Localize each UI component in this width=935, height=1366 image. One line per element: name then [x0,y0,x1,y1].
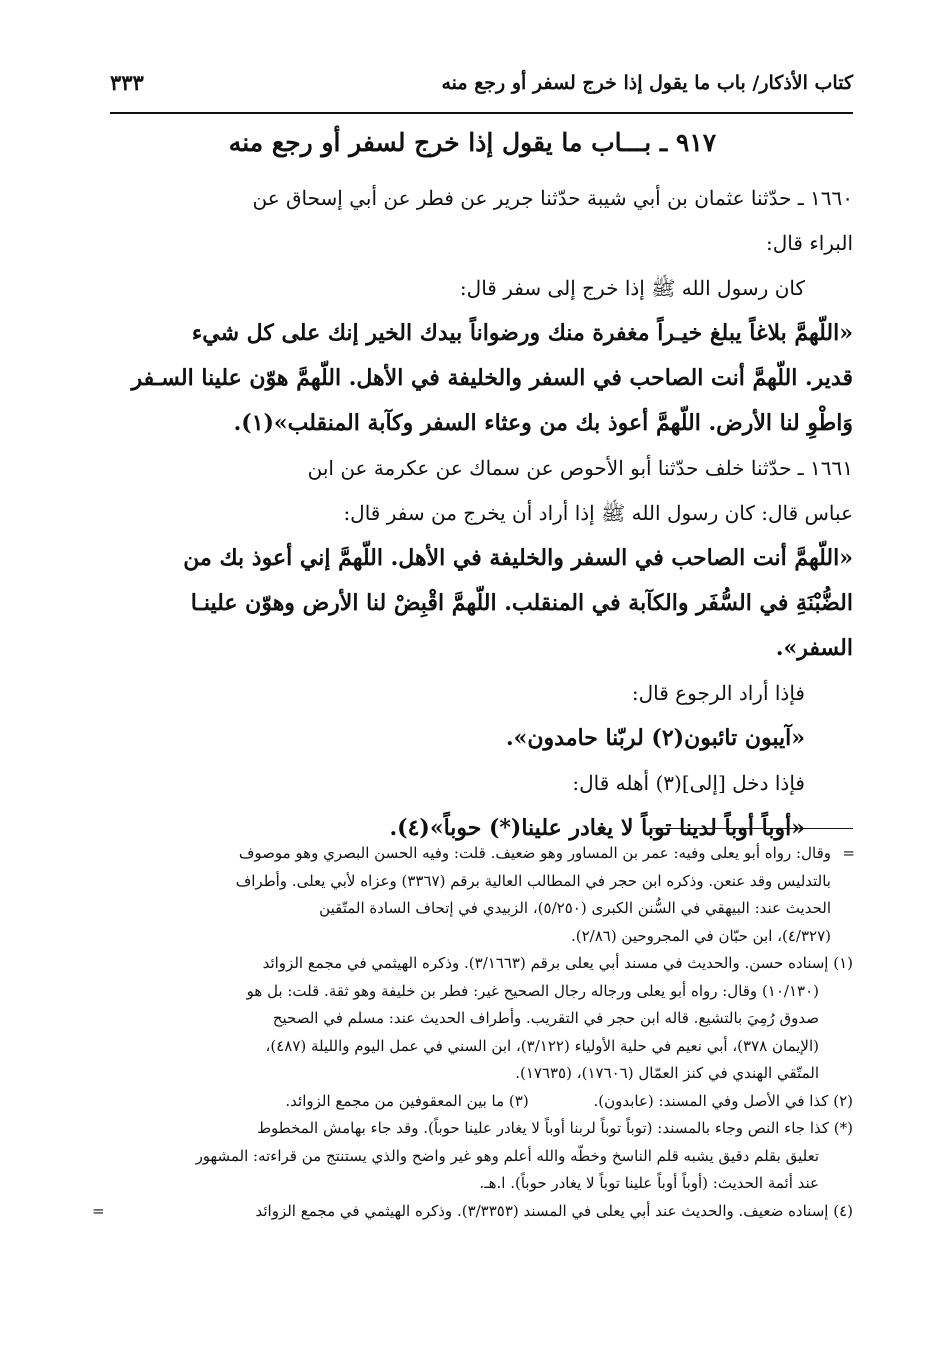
footnote-star-line-3: عند أئمة الحديث: (أوباً أوباً علينا توباً لا يغادر حوباً). ا.هـ. [479,1174,819,1192]
continuation-mark: = [842,844,855,862]
return-dua: «آيبون تائبون(٢) لربّنا حامدون». [505,725,805,751]
hadith-1661-isnad: ١٦٦١ ـ حدّثنا خلف حدّثنا أبو الأحوص عن سماك عن عكرمة عن ابن [307,456,853,480]
continuation-mark-end: = [92,1201,105,1220]
footnote-4-line-1 [92,1198,853,1226]
footnotes [92,840,855,1225]
hadith-1661-dua-line-3: السفر». [775,635,853,661]
running-header [110,66,853,114]
hadith-1660-dua-line-3: وَاطْوِ لنا الأرض. اللّهمَّ أعوذ بك من وعثاء السفر وكآبة المنقلب»(١). [233,410,853,436]
footnote-star-line-1: (*) كذا جاء النص وجاء بالمسند: (توباً توباً لربنا أوباً لا يغادر علينا حوباً). وقد جاء بهامش المخطوط [257,1119,853,1137]
footnote-continued-line-4: (٤/٣٢٧)، ابن حبّان في المجروحين (٢/٨٦). [570,926,831,945]
hadith-1660-isnad: ١٦٦٠ ـ حدّثنا عثمان بن أبي شيبة حدّثنا جرير عن فطر عن أبي إسحاق عن [252,186,853,210]
page-number: ٣٣٣ [110,70,144,95]
footnote-text: وقال: رواه أبو يعلى وفيه: عمر بن المساور وهو ضعيف. قلت: وفيه الحسن البصري وهو موصوف [238,844,831,862]
hadith-1660-dua-line-1: «اللّهمَّ بلاغاً يبلغ خيـراً مغفرة منك ورضواناً بيدك الخير إنك على كل شيء [191,320,853,346]
footnote-star-line-2: تعليق بقلم دقيق يشبه قلم الناسخ وخطّه والله أعلم وهو غير واضح والذي يستنتج من قراءته: المشهور [195,1146,819,1165]
hadith-1661-intro: عباس قال: كان رسول الله ﷺ إذا أراد أن يخرج من سفر قال: [343,501,853,525]
hadith-1661-dua-line-1: «اللّهمَّ أنت الصاحب في السفر والخليفة في الأهل. اللّهمَّ إني أعوذ بك من [183,545,853,571]
footnote-continued-line-1 [100,840,853,868]
footnote-1-line-4: (الإيمان ٣٧٨)، أبي نعيم في حلية الأولياء (٣/١٢٢)، ابن السني في عمل اليوم والليلة (٤٨٧)، [265,1036,819,1055]
footnote-4-text: (٤) إسناده ضعيف. والحديث عند أبي يعلى في المسند (٣/٣٣٥٣). وذكره الهيثمي في مجمع الزوائد [255,1201,853,1220]
footnote-1-line-1: (١) إسناده حسن. والحديث في مسند أبي يعلى برقم (٣/١٦٦٣). وذكره الهيثمي في مجمع الزوائد [262,954,853,972]
footnote-1-line-2: (١٠/١٣٠) وقال: رواه أبو يعلى ورجاله رجال الصحيح غير: فطر بن خليفة وهو ثقة. قلت: بل هو [246,981,819,1000]
main-text [108,176,853,851]
entering-intro: فإذا دخل [إلى](٣) أهله قال: [572,771,805,795]
entering-dua: «أوباً أوباً لدينا توباً لا يغادر علينا(*) حوباً»(٤). [389,815,805,841]
footnote-separator [653,828,853,829]
hadith-1660-dua-line-2: قدير. اللّهمَّ أنت الصاحب في السفر والخليفة في الأهل. اللّهمَّ هوّن علينا السـفر [131,365,853,391]
running-title: كتاب الأذكار/ باب ما يقول إذا خرج لسفر أو رجع منه [441,72,853,94]
return-intro: فإذا أراد الرجوع قال: [631,681,805,705]
footnote-1-line-5: المتّقي الهندي في كنز العمّال (١٧٦٠٦)، (١٧٦٣٥). [515,1064,819,1082]
footnote-1-line-3: صدوق رُمِيَ بالتشيع. قاله ابن حجر في التقريب. وأطراف الحديث عند: مسلم في الصحيح [272,1009,819,1027]
footnote-2: (٢) كذا في الأصل وفي المسند: (عابدون). [593,1091,853,1110]
hadith-1660-isnad-end: البراء قال: [766,231,853,255]
hadith-1661-dua-line-2: الضُّبْنَةِ في السُّفَر والكآبة في المنقلب. اللّهمَّ اقْبِضْ لنا الأرض وهوّن علينـا [190,590,853,616]
footnote-continued-line-3: الحديث عند: البيهقي في السُّنن الكبرى (٥/٢٥٠)، الزبيدي في إتحاف السادة المتّقين [319,899,831,917]
footnote-continued-line-2: بالتدليس وقد عنعن. وذكره ابن حجر في المطالب العالية برقم (٣٣٦٧) وعزاه لأبي يعلى. وأطراف [235,871,831,890]
chapter-title: ٩١٧ ـ بـــاب ما يقول إذا خرج لسفر أو رجع منه [228,128,717,157]
hadith-1660-intro: كان رسول الله ﷺ إذا خرج إلى سفر قال: [459,276,805,300]
footnotes-2-3-line [100,1088,853,1116]
footnote-3: (٣) ما بين المعقوفين من مجمع الزوائد. [285,1091,529,1110]
